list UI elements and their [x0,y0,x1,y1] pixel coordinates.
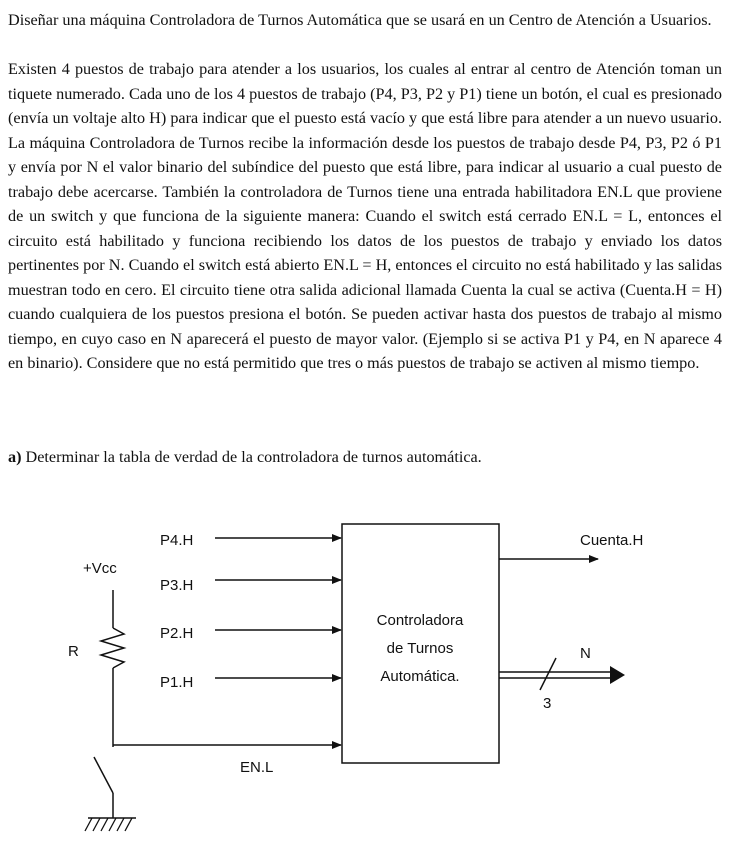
bus-width-slash [540,658,556,690]
switch-lever [94,757,113,793]
resistor-label: R [68,643,79,660]
output-n-label: N [580,645,591,662]
ground-hatch [85,818,132,831]
question-a-label: a) [8,448,22,466]
input-p3-label: P3.H [160,577,194,594]
input-p2-label: P2.H [160,625,194,642]
bus-width-label: 3 [543,695,552,712]
block-label-line2: de Turnos [386,640,454,657]
problem-description: Existen 4 puestos de trabajo para atender a los usuarios, los cuales al entrar al centro de Atención toman un tiquete numerado. Cada uno de los 4 puestos de trabajo (P4, P3, P2 y P1) tiene un botón, el cual es presionado (envía un voltaje alto H) para indicar que el puesto está vacío y que está libre para atender a un nuevo usuario. La máquina Controladora de Turnos recibe la información desde los puestos de trabajo desde P4, P3, P2 ó P1 y envía por N el valor binario del subíndice del puesto que está libre, para indicar al usuario a cual puesto de trabajo debe acercarse. También la controladora de Turnos tiene una entrada habilitadora EN.L que proviene de un switch y que funciona de la siguiente manera: Cuando el switch está cerrado EN.L = L, entonces el circuito está habilitado y funciona recibiendo los datos de los puestos de trabajo y enviado los datos pertinentes por N. Cuando el switch está abierto EN.L = H, entonces el circuito no está habilitado y las salidas muestran todo en cero. El circuito tiene otra salida adicional llamada Cuenta la cual se activa (Cuenta.H = H) cuando cualquiera de los puestos presiona el botón. Se pueden activar hasta dos puestos de trabajo al mismo tiempo, en cuyo caso en N aparecerá el puesto de mayor valor. (Ejemplo si se activa P1 y P4, en N aparece 4 en binario). Considere que no está permitido que tres o más puestos de trabajo se activen al mismo tiempo. [8,60,722,372]
problem-title: Diseñar una máquina Controladora de Turnos Automática que se usará en un Centro de Atención a Usuarios. [8,11,712,29]
vcc-label: +Vcc [83,560,117,577]
block-label-line3: Automática. [380,668,460,685]
enable-label: EN.L [240,759,274,776]
resistor-symbol [101,628,124,668]
output-count-label: Cuenta.H [580,532,644,549]
question-a-text: Determinar la tabla de verdad de la controladora de turnos automática. [21,448,482,466]
input-p4-label: P4.H [160,532,194,549]
output-n-arrowhead [610,666,625,684]
input-p1-label: P1.H [160,674,194,691]
block-label-line1: Controladora [376,612,464,629]
